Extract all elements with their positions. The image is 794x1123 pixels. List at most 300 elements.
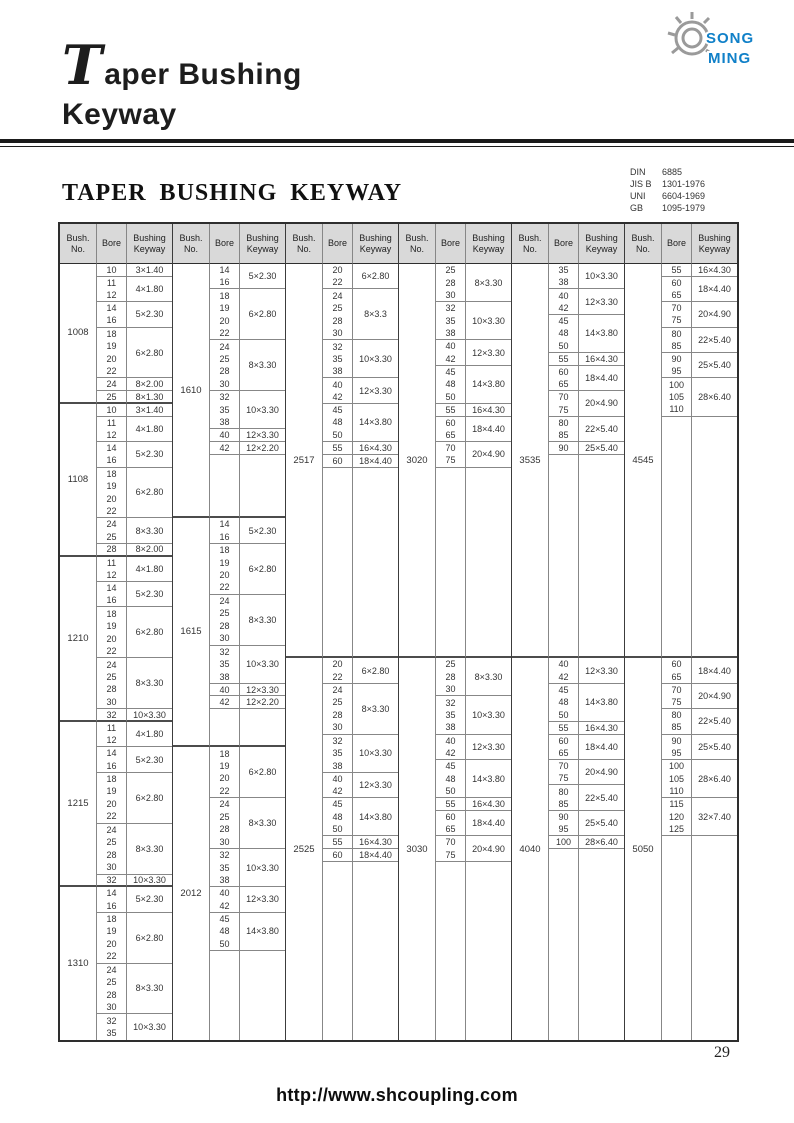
- keyway-cell: 8×3.30: [466, 658, 511, 696]
- keyway-cell: 8×3.30: [240, 340, 285, 391]
- bore-value: 25: [106, 837, 117, 848]
- bore-cell: [549, 722, 579, 735]
- keyway-cell: 20×4.90: [466, 442, 511, 467]
- keyway-cell: 12×3.30: [579, 658, 624, 683]
- bore-value: 32: [332, 341, 343, 352]
- bore-cell: [210, 340, 240, 391]
- bore-value: 22: [219, 582, 230, 593]
- bore-cell: [323, 684, 353, 735]
- bore-cell: [323, 289, 353, 340]
- keyway-cell: 6×2.80: [240, 544, 285, 595]
- bore-value: 22: [219, 785, 230, 796]
- bore-value: 25: [106, 671, 117, 682]
- bore-value: 28: [106, 684, 117, 695]
- bore-value: 14: [106, 888, 117, 899]
- bore-value: 19: [106, 481, 117, 492]
- keyway-cell: 6×2.80: [240, 289, 285, 340]
- keyway-cell: 10×3.30: [240, 391, 285, 429]
- keyway-cell: 5×2.30: [127, 887, 172, 912]
- bore-value: 85: [558, 798, 569, 809]
- bore-cell: [97, 722, 127, 747]
- bore-value: 35: [332, 748, 343, 759]
- bore-cell: [549, 289, 579, 314]
- bore-cell: [323, 836, 353, 849]
- table-strip-4: [399, 224, 512, 1040]
- standard-row: [630, 190, 722, 202]
- bore-value: 85: [671, 722, 682, 733]
- table-strip-2: [173, 224, 286, 1040]
- blank-bore-cell: [323, 468, 353, 659]
- blank-bore-cell: [436, 862, 466, 1040]
- keyway-cell: 4×1.80: [127, 557, 172, 582]
- bore-value: 18: [219, 290, 230, 301]
- header-bushing-keyway: Bushing Keyway: [353, 224, 398, 264]
- header-bushing-keyway: Bushing Keyway: [127, 224, 172, 264]
- bore-value: 18: [106, 328, 117, 339]
- keyway-cell: 3×1.40: [127, 264, 172, 277]
- bore-value: 90: [558, 442, 569, 453]
- bore-value: 16: [106, 595, 117, 606]
- bore-cell: [662, 328, 692, 353]
- bore-cell: [549, 391, 579, 416]
- bush-no-1108: 1108: [60, 404, 97, 557]
- bore-value: 30: [445, 684, 456, 695]
- keyway-cell: 25×5.40: [692, 353, 737, 378]
- keyway-cell: 6×2.80: [240, 747, 285, 798]
- keyway-cell: 16×4.30: [353, 836, 398, 849]
- bore-value: 50: [558, 340, 569, 351]
- bush-no-1310: 1310: [60, 887, 97, 1040]
- bore-value: 48: [445, 379, 456, 390]
- bush-no-1610: 1610: [173, 264, 210, 518]
- bore-value: 65: [671, 290, 682, 301]
- keyway-cell: 10×3.30: [466, 696, 511, 734]
- bore-cell: [210, 264, 240, 289]
- bore-value: 30: [219, 633, 230, 644]
- bore-value: 55: [558, 353, 569, 364]
- bore-cell: [97, 607, 127, 658]
- bore-cell: [97, 773, 127, 824]
- bore-cell: [97, 417, 127, 442]
- bore-value: 60: [445, 812, 456, 823]
- bore-value: 100: [668, 761, 685, 772]
- bore-cell: [210, 684, 240, 697]
- bore-value: 80: [671, 710, 682, 721]
- keyway-cell: 20×4.90: [579, 760, 624, 785]
- bush-no-3535: 3535: [512, 264, 549, 658]
- bore-value: 32: [445, 303, 456, 314]
- bore-value: 20: [219, 773, 230, 784]
- page-title: TAPER BUSHING KEYWAY: [62, 180, 403, 206]
- bore-value: 90: [671, 354, 682, 365]
- bore-value: 60: [558, 735, 569, 746]
- bore-value: 35: [106, 1028, 117, 1039]
- bore-cell: [436, 798, 466, 811]
- bore-value: 30: [219, 378, 230, 389]
- keyway-cell: 6×2.80: [127, 468, 172, 519]
- bore-value: 24: [106, 824, 117, 835]
- bore-value: 48: [558, 697, 569, 708]
- bore-value: 40: [332, 773, 343, 784]
- bore-value: 65: [558, 379, 569, 390]
- blank-keyway-cell: [240, 951, 285, 1040]
- keyway-cell: 14×3.80: [353, 404, 398, 442]
- bore-value: 28: [106, 989, 117, 1000]
- blank-keyway-cell: [692, 417, 737, 659]
- bore-cell: [323, 378, 353, 403]
- keyway-cell: 14×3.80: [579, 315, 624, 353]
- keyway-cell: 6×2.80: [127, 607, 172, 658]
- bore-value: 16: [106, 455, 117, 466]
- header-bush-no: Bush. No.: [399, 224, 436, 264]
- keyway-cell: 10×3.30: [133, 1022, 166, 1033]
- bore-cell: [662, 798, 692, 836]
- bore-value: 90: [558, 812, 569, 823]
- bore-value: 38: [558, 277, 569, 288]
- bore-value: 48: [332, 811, 343, 822]
- bore-value: 18: [219, 545, 230, 556]
- bore-cell: [549, 658, 579, 683]
- bore-cell: [97, 824, 127, 875]
- bush-no-4040: 4040: [512, 658, 549, 1040]
- bore-cell: [210, 544, 240, 595]
- keyway-cell: 12×3.30: [353, 378, 398, 403]
- bore-value: 95: [671, 366, 682, 377]
- bore-value: 60: [445, 417, 456, 428]
- bore-value: 32: [445, 697, 456, 708]
- bore-cell: [97, 404, 127, 417]
- bore-value: 35: [219, 862, 230, 873]
- keyway-cell: 6×2.80: [127, 773, 172, 824]
- bore-value: 24: [106, 519, 117, 530]
- bore-cell: [210, 429, 240, 442]
- bore-value: 20: [219, 315, 230, 326]
- bore-value: 32: [106, 1015, 117, 1026]
- bore-value: 55: [558, 722, 569, 733]
- bore-value: 14: [106, 583, 117, 594]
- blank-bore-cell: [549, 849, 579, 1040]
- bore-value: 25: [219, 354, 230, 365]
- bore-value: 80: [558, 417, 569, 428]
- bore-value: 45: [445, 366, 456, 377]
- keyway-cell: 8×3.30: [127, 518, 172, 543]
- bore-value: 16: [219, 531, 230, 542]
- bore-value: 28: [219, 366, 230, 377]
- bore-value: 45: [332, 799, 343, 810]
- bore-value: 38: [445, 722, 456, 733]
- header-bush-no: Bush. No.: [173, 224, 210, 264]
- bore-value: 25: [445, 659, 456, 670]
- keyway-cell: 22×5.40: [579, 785, 624, 810]
- bore-value: 20: [106, 493, 117, 504]
- standard-value: 1095-1979: [662, 203, 706, 213]
- bore-value: 35: [332, 353, 343, 364]
- bore-value: 30: [445, 289, 456, 300]
- bore-cell: [436, 340, 466, 365]
- standard-row: [630, 202, 722, 214]
- bore-value: 25: [332, 303, 343, 314]
- bore-value: 19: [219, 557, 230, 568]
- masthead-initial: T: [62, 33, 103, 97]
- bore-value: 42: [445, 353, 456, 364]
- keyway-cell: 18×4.40: [579, 366, 624, 391]
- standard-label: DIN: [630, 167, 646, 177]
- bore-value: 42: [219, 697, 230, 708]
- bore-cell: [97, 913, 127, 964]
- bore-value: 25: [219, 811, 230, 822]
- bore-value: 115: [669, 799, 684, 810]
- bore-cell: [549, 836, 579, 849]
- keyway-cell: 14×3.80: [579, 684, 624, 722]
- bore-cell: [662, 353, 692, 378]
- keyway-cell: 5×2.30: [127, 442, 172, 467]
- bore-value: 24: [219, 595, 230, 606]
- bush-no-5050: 5050: [625, 658, 662, 1040]
- blank-bore-cell: [662, 417, 692, 659]
- bore-cell: [323, 773, 353, 798]
- bore-value: 48: [558, 328, 569, 339]
- bore-value: 45: [445, 761, 456, 772]
- bore-cell: [97, 557, 127, 582]
- bore-value: 28: [445, 671, 456, 682]
- keyway-cell: 12×3.30: [240, 684, 285, 697]
- bore-value: 38: [219, 875, 230, 886]
- bore-cell: [97, 518, 127, 543]
- blank-bore-cell: [436, 468, 466, 659]
- bore-value: 18: [106, 468, 117, 479]
- masthead: [62, 33, 302, 132]
- bore-cell: [97, 391, 127, 404]
- keyway-cell: 22×5.40: [692, 328, 737, 353]
- bore-value: 28: [219, 824, 230, 835]
- bore-cell: [436, 658, 466, 696]
- bore-cell: [97, 1014, 127, 1039]
- keyway-cell: 20×4.90: [579, 391, 624, 416]
- bore-cell: [436, 836, 466, 861]
- bore-value: 30: [106, 1002, 117, 1013]
- bore-value: 24: [106, 659, 117, 670]
- bore-value: 12: [106, 429, 117, 440]
- bore-value: 24: [219, 799, 230, 810]
- bore-value: 75: [558, 773, 569, 784]
- keyway-cell: 8×2.00: [127, 544, 172, 557]
- keyway-cell: 28×6.40: [579, 836, 624, 849]
- header-bush-no: Bush. No.: [286, 224, 323, 264]
- bore-value: 35: [558, 265, 569, 276]
- bore-value: 14: [106, 443, 117, 454]
- bore-value: 11: [106, 417, 117, 428]
- bore-value: 40: [558, 659, 569, 670]
- keyway-cell: 12×3.30: [353, 773, 398, 798]
- standards-list: [630, 166, 722, 214]
- bore-value: 30: [332, 722, 343, 733]
- bush-no-1215: 1215: [60, 722, 97, 887]
- keyway-cell: 5×2.30: [240, 264, 285, 289]
- bore-cell: [97, 709, 127, 722]
- bore-cell: [323, 798, 353, 836]
- standard-value: 1301-1976: [662, 179, 706, 189]
- keyway-cell: 8×2.00: [127, 378, 172, 391]
- bore-value: 24: [219, 341, 230, 352]
- bore-cell: [323, 404, 353, 442]
- bore-cell: [97, 747, 127, 772]
- bore-value: 32: [219, 850, 230, 861]
- bore-value: 40: [219, 684, 230, 695]
- bore-cell: [210, 696, 240, 709]
- bore-cell: [436, 760, 466, 798]
- bore-cell: [549, 315, 579, 353]
- bore-value: 22: [106, 506, 117, 517]
- bore-value: 42: [558, 302, 569, 313]
- bush-no-2012: 2012: [173, 747, 210, 1040]
- keyway-cell: 3×1.40: [127, 404, 172, 417]
- bore-cell: [549, 735, 579, 760]
- keyway-cell: 32×7.40: [692, 798, 737, 836]
- bore-value: 28: [106, 544, 117, 555]
- blank-keyway-cell: [579, 455, 624, 659]
- bore-value: 22: [106, 646, 117, 657]
- bore-value: 40: [332, 379, 343, 390]
- bore-value: 20: [332, 659, 343, 670]
- blank-keyway-cell: [240, 455, 285, 519]
- bore-value: 10: [106, 264, 117, 275]
- blank-keyway-cell: [240, 709, 285, 747]
- bush-no-3020: 3020: [399, 264, 436, 658]
- keyway-cell: 18×4.40: [692, 277, 737, 302]
- header-bore: Bore: [323, 224, 353, 264]
- blank-bore-cell: [210, 455, 240, 519]
- bush-no-1008: 1008: [60, 264, 97, 404]
- bore-value: 11: [106, 557, 117, 568]
- bore-value: 65: [558, 747, 569, 758]
- keyway-table: [58, 222, 739, 1042]
- blank-bore-cell: [210, 951, 240, 1040]
- bore-value: 25: [332, 697, 343, 708]
- bore-value: 12: [106, 735, 117, 746]
- bore-value: 50: [332, 429, 343, 440]
- bore-cell: [323, 264, 353, 289]
- keyway-cell: 12×3.30: [240, 887, 285, 912]
- bore-value: 45: [558, 684, 569, 695]
- keyway-cell: 8×1.30: [127, 391, 172, 404]
- header-bushing-keyway: Bushing Keyway: [240, 224, 285, 264]
- bore-cell: [97, 264, 127, 277]
- bore-cell: [549, 366, 579, 391]
- bore-value: 42: [332, 786, 343, 797]
- bore-cell: [323, 849, 353, 862]
- masthead-line1: [62, 33, 302, 97]
- bore-value: 25: [106, 977, 117, 988]
- keyway-cell: 12×3.30: [466, 735, 511, 760]
- bore-value: 24: [332, 684, 343, 695]
- blank-bore-cell: [210, 709, 240, 747]
- bore-value: 19: [106, 341, 117, 352]
- bore-value: 105: [668, 773, 685, 784]
- bore-cell: [97, 887, 127, 912]
- keyway-cell: 6×2.80: [127, 913, 172, 964]
- bore-value: 110: [669, 404, 684, 415]
- bore-cell: [210, 289, 240, 340]
- keyway-cell: 8×3.30: [240, 798, 285, 849]
- keyway-cell: 8×3.3: [353, 289, 398, 340]
- bore-value: 85: [671, 340, 682, 351]
- blank-keyway-cell: [692, 836, 737, 1040]
- bore-value: 16: [106, 315, 117, 326]
- bore-value: 10: [106, 404, 117, 415]
- bore-value: 20: [106, 938, 117, 949]
- bore-cell: [549, 353, 579, 366]
- bore-value: 70: [445, 837, 456, 848]
- bore-value: 55: [332, 442, 343, 453]
- bore-value: 28: [106, 849, 117, 860]
- bore-value: 19: [219, 303, 230, 314]
- keyway-cell: 16×4.30: [466, 404, 511, 417]
- bore-value: 24: [106, 379, 117, 390]
- bore-value: 12: [106, 569, 117, 580]
- keyway-cell: 5×2.30: [240, 518, 285, 543]
- bore-value: 55: [445, 404, 456, 415]
- divider-thin: [0, 146, 794, 147]
- keyway-cell: 18×4.40: [353, 455, 398, 468]
- keyway-cell: 10×3.30: [127, 709, 172, 722]
- bore-value: 70: [671, 303, 682, 314]
- bore-value: 80: [671, 328, 682, 339]
- standard-row: [630, 178, 722, 190]
- bore-cell: [323, 455, 353, 468]
- keyway-cell: 4×1.80: [127, 417, 172, 442]
- bore-value: 70: [558, 392, 569, 403]
- bore-value: 16: [106, 760, 117, 771]
- bore-value: 50: [558, 709, 569, 720]
- keyway-cell: 8×3.30: [240, 595, 285, 646]
- bore-value: 38: [219, 417, 230, 428]
- bore-cell: [436, 735, 466, 760]
- bore-cell: [97, 468, 127, 519]
- bore-value: 100: [555, 837, 572, 848]
- keyway-cell: 8×3.30: [127, 964, 172, 1015]
- bore-value: 25: [106, 391, 117, 402]
- bore-value: 40: [219, 430, 230, 441]
- header-bore: Bore: [549, 224, 579, 264]
- divider-thick: [0, 139, 794, 143]
- bore-cell: [210, 595, 240, 646]
- bore-value: 32: [332, 735, 343, 746]
- keyway-cell: 10×3.30: [353, 340, 398, 378]
- bore-value: 22: [106, 366, 117, 377]
- bore-value: 22: [106, 811, 117, 822]
- bore-value: 14: [219, 519, 230, 530]
- standard-value: 6604-1969: [662, 191, 706, 201]
- bore-cell: [210, 887, 240, 912]
- bore-cell: [210, 913, 240, 951]
- bore-value: 50: [219, 938, 230, 949]
- bore-value: 14: [106, 303, 117, 314]
- bore-cell: [210, 747, 240, 798]
- keyway-cell: 16×4.30: [692, 264, 737, 277]
- bore-value: 42: [445, 747, 456, 758]
- bore-cell: [97, 544, 127, 557]
- bore-value: 19: [106, 786, 117, 797]
- bore-value: 30: [106, 862, 117, 873]
- bore-value: 18: [106, 773, 117, 784]
- keyway-cell: 12×3.30: [579, 289, 624, 314]
- bore-value: 85: [558, 429, 569, 440]
- bore-value: 40: [445, 735, 456, 746]
- bore-cell: [436, 417, 466, 442]
- bush-no-4545: 4545: [625, 264, 662, 658]
- header-bushing-keyway: Bushing Keyway: [466, 224, 511, 264]
- bore-cell: [210, 442, 240, 455]
